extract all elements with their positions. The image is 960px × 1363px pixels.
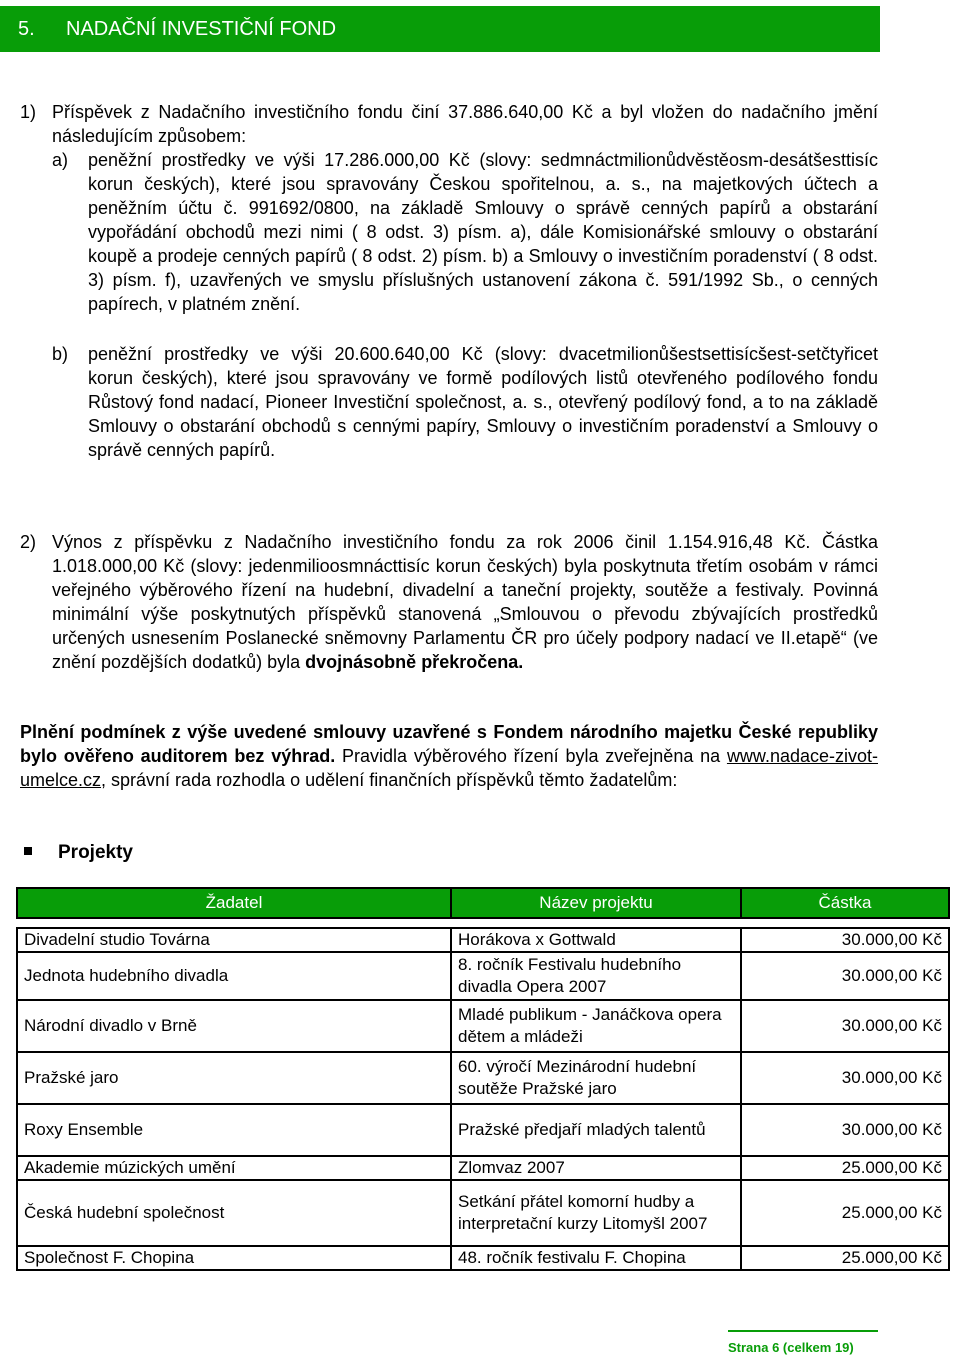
applicant-cell: Akademie múzických umění (17, 1156, 451, 1180)
applicant-cell: Roxy Ensemble (17, 1104, 451, 1156)
audit-statement: Plnění podmínek z výše uvedené smlouvy uzavřené s Fondem národního majetku České republiky bylo ověřeno auditorem bez výhrad. (20, 722, 878, 766)
table-row (17, 1052, 949, 1104)
table-row (17, 1246, 949, 1270)
section-3-text-2: , správní rada rozhodla o udělení finančních příspěvků těmto žadatelům: (101, 770, 678, 790)
table-row (17, 1156, 949, 1180)
project-name-cell: Setkání přátel komorní hudby a interpretační kurzy Litomyšl 2007 (451, 1180, 741, 1246)
amount-cell: 25.000,00 Kč (741, 1246, 949, 1270)
section-banner (0, 6, 880, 52)
project-name-cell: Zlomvaz 2007 (451, 1156, 741, 1180)
section-title: NADAČNÍ INVESTIČNÍ FOND (66, 18, 337, 40)
item-1a-label: a) (52, 150, 69, 170)
item-2-text (52, 530, 878, 674)
square-bullet-icon (24, 847, 32, 855)
amount-cell: 30.000,00 Kč (741, 952, 949, 1000)
table-spacer-cell (17, 918, 949, 928)
amount-cell: 30.000,00 Kč (741, 1104, 949, 1156)
amount-cell: 25.000,00 Kč (741, 1180, 949, 1246)
amount-cell: 30.000,00 Kč (741, 1052, 949, 1104)
item-2-bold-end: dvojnásobně překročena. (305, 652, 524, 672)
amount-cell: 30.000,00 Kč (741, 928, 949, 952)
table-row (17, 1000, 949, 1052)
projects-heading (24, 842, 133, 864)
applicant-cell: Pražské jaro (17, 1052, 451, 1104)
project-name-cell: 48. ročník festivalu F. Chopina (451, 1246, 741, 1270)
item-1-text: Příspěvek z Nadačního investičního fondu činí 37.886.640,00 Kč a byl vložen do nadačního jmění následujícím způsobem: (52, 102, 878, 146)
column-header-amount: Částka (741, 888, 949, 918)
amount-cell: 30.000,00 Kč (741, 1000, 949, 1052)
project-name-cell: Horákova x Gottwald (451, 928, 741, 952)
item-1b-label: b) (52, 344, 69, 364)
section-2 (20, 530, 878, 674)
applicant-cell: Společnost F. Chopina (17, 1246, 451, 1270)
project-name-cell: 60. výročí Mezinárodní hudební soutěže Pražské jaro (451, 1052, 741, 1104)
nadace-link[interactable]: www.nadace-zivot-umelce.cz (20, 746, 878, 790)
applicant-cell: Jednota hudebního divadla (17, 952, 451, 1000)
table-row (17, 928, 949, 952)
section-number: 5. (18, 18, 35, 40)
projects-table-body (17, 918, 949, 1270)
item-2-label: 2) (20, 532, 37, 552)
item-1a-text: peněžní prostředky ve výši 17.286.000,00 Kč (slovy: sedmnáctmilionůdvěstěosm-desátšesttisíc korun českých), které jsou spravovány Českou spořitelnou, a. s., na majetkových účtech a peněžním účtu č. 991692/0800, na základě Smlouvy o správě cenných papírů a obstarání vypořádání obchodů mezi nimi ( 8 odst. 3) písm. a), dále Komisionářské smlouvy o obstarání koupě a prodeje cenných papírů ( 8 odst. 2) písm. b) a Smlouvy o investičním poradenství ( 8 odst. 3) písm. f), uzavřených ve smyslu příslušných ustanovení zákona č. 591/1992 Sb., o cenných papírech, v platném znění. (88, 150, 878, 314)
table-row (17, 1180, 949, 1246)
column-header-applicant: Žadatel (17, 888, 451, 918)
footer-rule (728, 1330, 878, 1332)
applicant-cell: Národní divadlo v Brně (17, 1000, 451, 1052)
applicant-cell: Divadelní studio Továrna (17, 928, 451, 952)
table-row (17, 952, 949, 1000)
item-1-label: 1) (20, 102, 37, 122)
section-3-text-1: Pravidla výběrového řízení byla zveřejněna na (335, 746, 727, 766)
table-row (17, 1104, 949, 1156)
page-number: Strana 6 (celkem 19) (728, 1340, 854, 1355)
item-2-body: Výnos z příspěvku z Nadačního investičního fondu za rok 2006 činil 1.154.916,48 Kč. Částka 1.018.000,00 Kč (slovy: jedenmilioosmnácttisíc korun českých) byla poskytnuta třetím osobám v rámci veřejného výběrového řízení na hudební, divadelní a taneční projekty, soutěže a festivaly. Povinná minimální výše poskytnutých příspěvků stanovená „Smlouvou o převodu zbývajících prostředků určených usnesením Poslanecké sněmovny Parlamentu ČR pro účely podpory nadací ve II.etapě“ (ve znění pozdějších dodatků) byla (52, 532, 878, 672)
table-header-row (17, 888, 949, 918)
project-name-cell: Mladé publikum - Janáčkova opera dětem a mládeži (451, 1000, 741, 1052)
table-spacer-row (17, 918, 949, 928)
project-name-cell: Pražské předjaří mladých talentů (451, 1104, 741, 1156)
section-3 (20, 720, 878, 792)
amount-cell: 25.000,00 Kč (741, 1156, 949, 1180)
column-header-project: Název projektu (451, 888, 741, 918)
project-name-cell: 8. ročník Festivalu hudebního divadla Opera 2007 (451, 952, 741, 1000)
projects-heading-text: Projekty (58, 842, 133, 863)
item-1b-text: peněžní prostředky ve výši 20.600.640,00 Kč (slovy: dvacetmilionůšestsettisícšest-setčtyřicet korun českých), které jsou spravovány ve formě podílových listů otevřeného podílového fondu Růstový fond nadací, Pioneer Investiční společnost, a. s., otevřený podílový fond, a to na základě Smlouvy o obstarání obchodů s cennými papíry, Smlouvy o investičním poradenství a Smlouvy o správě cenných papírů. (88, 344, 878, 460)
section-1 (20, 100, 878, 462)
applicant-cell: Česká hudební společnost (17, 1180, 451, 1246)
projects-table (16, 887, 950, 1271)
